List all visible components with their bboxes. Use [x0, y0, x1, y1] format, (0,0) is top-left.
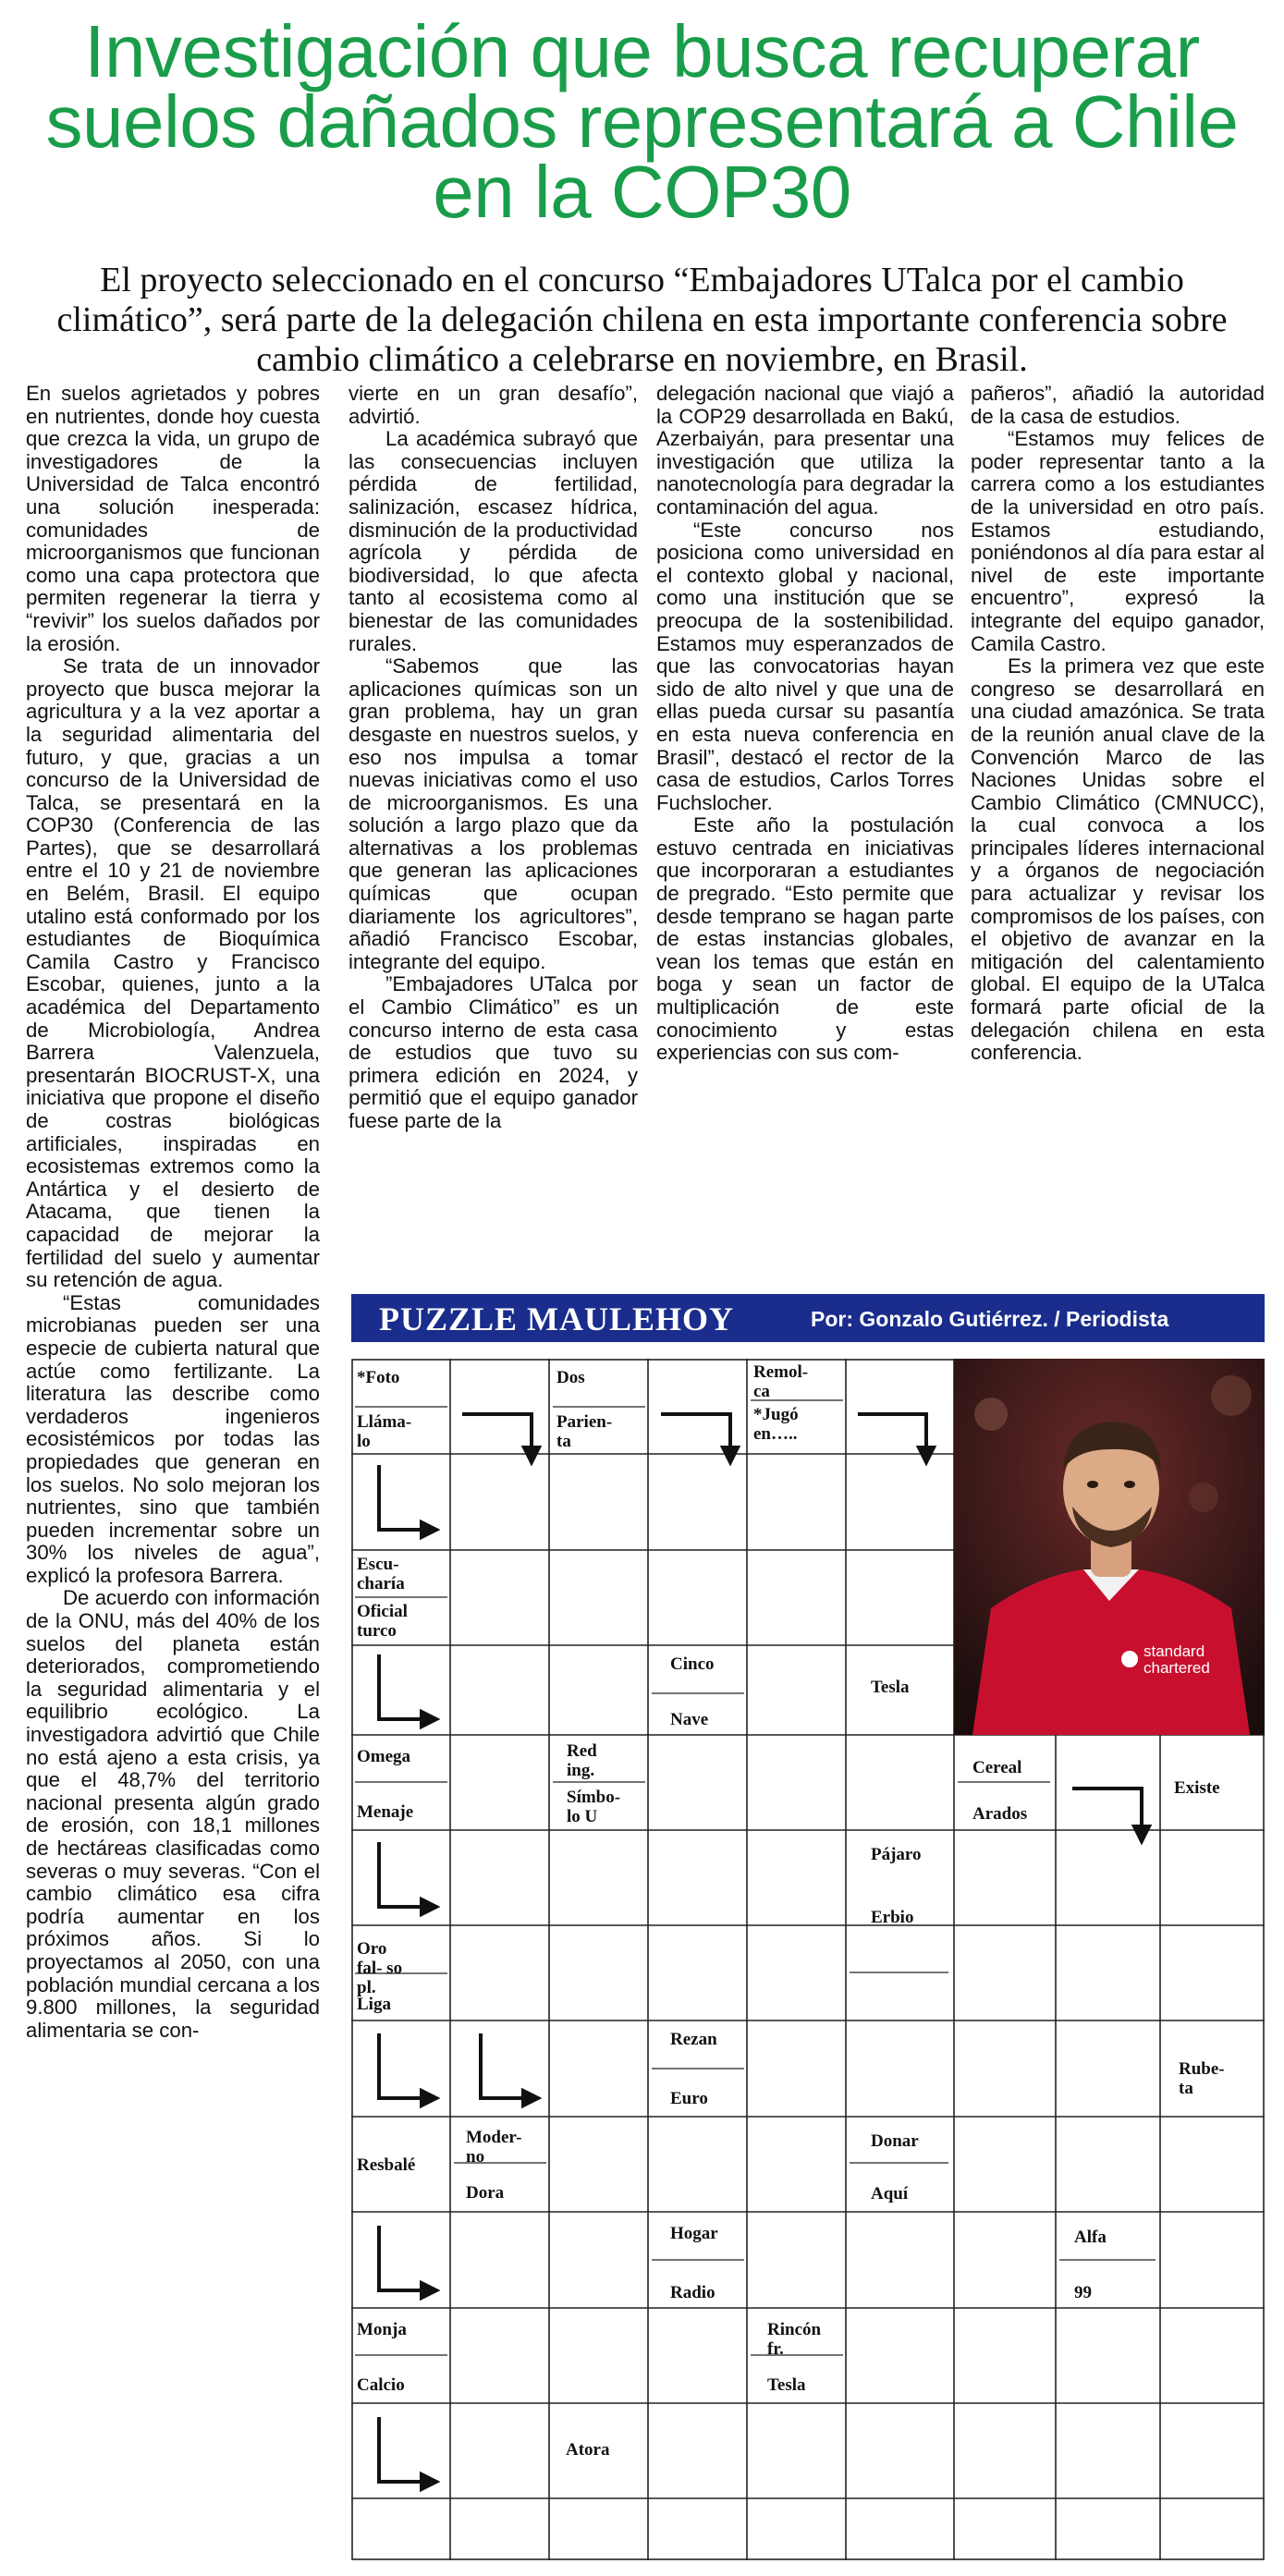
- headline: Investigación que busca recuperar suelos dañados representará a Chile en la COP30: [45, 10, 1239, 233]
- article-column-4: [971, 383, 1265, 1065]
- paragraph: vierte en un gran desafío”, advirtió.: [349, 382, 638, 428]
- clue-resbale: Resbalé: [357, 2155, 416, 2175]
- clue-red-ing: Red ing.: [567, 1741, 597, 1780]
- puzzle-banner: [351, 1294, 1265, 1342]
- clue-pajaro: Pájaro: [871, 1845, 922, 1864]
- paragraph: delegación nacional que viajó a la COP29 desarrollada en Bakú, Azerbaiyán, para presentar una investigación que utiliza la nanotecnología para degradar la contaminación del agua.: [656, 382, 954, 519]
- paragraph: ”Embajadores UTalca por el Cambio Climático” es un concurso interno de esta casa de estudios que tuvo su primera edición en 2024, y permitió que el equipo ganador fuese parte de la: [349, 972, 638, 1132]
- paragraph: La académica subrayó que las consecuencias incluyen pérdida de fertilidad, salinización, escasez hídrica, disminución de la productividad agrícola y pérdida de biodiversidad, lo que afecta tanto al ecosistema como al bienestar de las comunidades rurales.: [349, 427, 638, 655]
- clue-cereal: Cereal: [972, 1758, 1022, 1777]
- paragraph: “Estas comunidades microbianas pueden ser una especie de cubierta natural que actúe como fertilizante. La literatura las describe como verdaderos ingenieros ecosistémicos por todas las propiedades que generan en los suelos. No solo mejoran los nutrientes, sino que también pueden incrementar sobre un 30% los niveles de agua”, explicó la profesora Barrera.: [26, 1290, 320, 1587]
- clue-atora: Atora: [566, 2440, 610, 2460]
- clue-simbolo-u: Símbo- lo U: [567, 1788, 621, 1826]
- clue-pariente: Parien- ta: [556, 1412, 613, 1451]
- clue-rezan: Rezan: [670, 2030, 717, 2049]
- player-illustration: [954, 1359, 1265, 1735]
- clue-foto: *Foto: [357, 1368, 400, 1387]
- clue-omega: Omega: [357, 1747, 411, 1766]
- footballer-photo: [954, 1359, 1265, 1735]
- clue-tesla: Tesla: [871, 1678, 910, 1697]
- clue-99: 99: [1074, 2283, 1092, 2302]
- paragraph: pañeros”, añadió la autoridad de la casa de estudios.: [971, 382, 1265, 428]
- paragraph: Este año la postulación estuvo centrada en iniciativas que incorporaran a estudiantes de pregrado. “Esto permite que desde temprano se hagan parte de estas instancias globales, vean los temas que están en boga y sean un factor de multiplicación de este conocimiento y estas experiencias con sus com-: [656, 813, 954, 1065]
- paragraph: En suelos agrietados y pobres en nutrientes, donde hoy cuesta que crezca la vida, un grupo de investigadores de la Universidad de Talca encontró una solución inesperada: comunidades de microorganismos que funcionan como una capa protectora que permiten regenerar la tierra y “revivir” los suelos dañados por la erosión.: [26, 382, 320, 655]
- clue-radio: Radio: [670, 2283, 715, 2302]
- clue-moderno: Moder- no: [466, 2128, 522, 2167]
- clue-dora: Dora: [466, 2183, 505, 2203]
- paragraph: Es la primera vez que este congreso se desarrollará en una ciudad amazónica. Se trata de la reunión anual clave de la Convención Marco de las Naciones Unidas sobre el Cambio Climático (CMNUCC), la cual convoca a los principales líderes internacional y a órganos de negociación para actualizar y revisar los compromisos de los países, con el objetivo de avanzar en la mitigación del calentamiento global. El equipo de la UTalca formará parte oficial de la delegación chilena en esta conferencia.: [971, 654, 1265, 1065]
- clue-jugo: *Jugó en…..: [753, 1405, 799, 1444]
- clue-llamalo: Lláma- lo: [357, 1412, 412, 1451]
- clue-liga: Liga: [357, 1995, 391, 2014]
- article-column-1: [26, 383, 320, 2042]
- clue-menaje: Menaje: [357, 1802, 414, 1822]
- clue-hogar: Hogar: [670, 2224, 718, 2243]
- clue-alfa: Alfa: [1074, 2228, 1107, 2247]
- clue-dos: Dos: [556, 1368, 585, 1387]
- clue-existe: Existe: [1174, 1778, 1220, 1798]
- clue-calcio: Calcio: [357, 2375, 405, 2395]
- sponsor-text: standard: [1143, 1642, 1205, 1660]
- clue-escucharia: Escu- charía: [357, 1555, 405, 1593]
- clue-arados: Arados: [972, 1804, 1028, 1824]
- clue-rincon: Rincón fr.: [767, 2320, 822, 2359]
- clue-oro-falso: Oro fal- so pl.: [357, 1939, 403, 1997]
- clue-tesla-2: Tesla: [767, 2375, 806, 2395]
- puzzle-title: PUZZLE MAULEHOY: [379, 1300, 735, 1337]
- paragraph: “Sabemos que las aplicaciones químicas son un gran problema, hay un gran desgaste en nuestros suelos, y eso nos impulsa a tomar nuevas iniciativas como el uso de microorganismos. Es una solución a largo plazo que da alternativas a los problemas que generan las aplicaciones químicas que ocupan diariamente los agricultores”, añadió Francisco Escobar, integrante del equipo.: [349, 654, 638, 973]
- clue-remolca: Remol- ca: [753, 1362, 809, 1401]
- clue-erbio: Erbio: [871, 1908, 914, 1927]
- clue-euro: Euro: [670, 2089, 708, 2108]
- article-column-2: [349, 383, 638, 1133]
- sponsor-text: chartered: [1143, 1659, 1210, 1677]
- clue-cinco: Cinco: [670, 1654, 715, 1674]
- paragraph: De acuerdo con información de la ONU, más del 40% de los suelos del planeta están deteriorados, comprometiendo la seguridad alimentaria y el equilibrio ecológico. La investigadora advirtió que Chile no está ajeno a esta crisis, ya que el 48,7% del territorio nacional presenta algún grado de erosión, con 18,1 millones de hectáreas clasificadas como severas o muy severas. “Con el cambio climático esa cifra podría aumentar en los próximos años. Si lo proyectamos al 2050, con una población mundial cercana a los 9.800 millones, la seguridad alimentaria se con-: [26, 1586, 320, 2042]
- paragraph: Se trata de un innovador proyecto que busca mejorar la agricultura y a la vez aportar a la seguridad alimentaria del futuro, y que, gracias a un concurso de la Universidad de Talca, se presentará en la COP30 (Conferencia de las Partes), que se desarrollará entre el 10 y 21 de noviembre en Belém, Brasil. El equipo utalino está conformado por los estudiantes de Bioquímica Camila Castro y Francisco Escobar, quienes, junto a la académica del Departamento de Microbiología, Andrea Barrera Valenzuela, presentarán BIOCRUST-X, una iniciativa que propone el diseño de costras biológicas artificiales, inspiradas en ecosistemas extremos como la Antártica y el desierto de Atacama, que tienen la capacidad de mejorar la fertilidad del suelo y aumentar su retención de agua.: [26, 654, 320, 1292]
- clue-nave: Nave: [670, 1710, 709, 1729]
- clue-rubeta: Rube- ta: [1179, 2059, 1225, 2098]
- clue-donar: Donar: [871, 2131, 919, 2151]
- subtitle: El proyecto seleccionado en el concurso “Embajadores UTalca por el cambio climático”, será parte de la delegación chilena en esta importante conferencia sobre cambio climático a celebrarse en noviembre, en Brasil.: [56, 261, 1228, 379]
- clue-aqui: Aquí: [871, 2184, 909, 2204]
- clue-oficial-turco: Oficial turco: [357, 1602, 408, 1641]
- clue-monja: Monja: [357, 2320, 407, 2339]
- article-column-3: [656, 383, 954, 1065]
- paragraph: “Estamos muy felices de poder representar tanto a la carrera como a los estudiantes de la universidad en otro país. Estamos estudiando, poniéndonos al día para estar al nivel de este importante encuentro”, expresó la integrante del equipo ganador, Camila Castro.: [971, 427, 1265, 655]
- paragraph: “Este concurso nos posiciona como universidad en el contexto global y nacional, como una institución que se preocupa de la sostenibilidad. Estamos muy esperanzados de que las convocatorias hayan sido de alto nivel y que una de ellas pueda cursar su pasantía en esta nueva conferencia en Brasil”, destacó el rector de la casa de estudios, Carlos Torres Fuchslocher.: [656, 518, 954, 814]
- puzzle-author: Por: Gonzalo Gutiérrez. / Periodista: [811, 1307, 1169, 1331]
